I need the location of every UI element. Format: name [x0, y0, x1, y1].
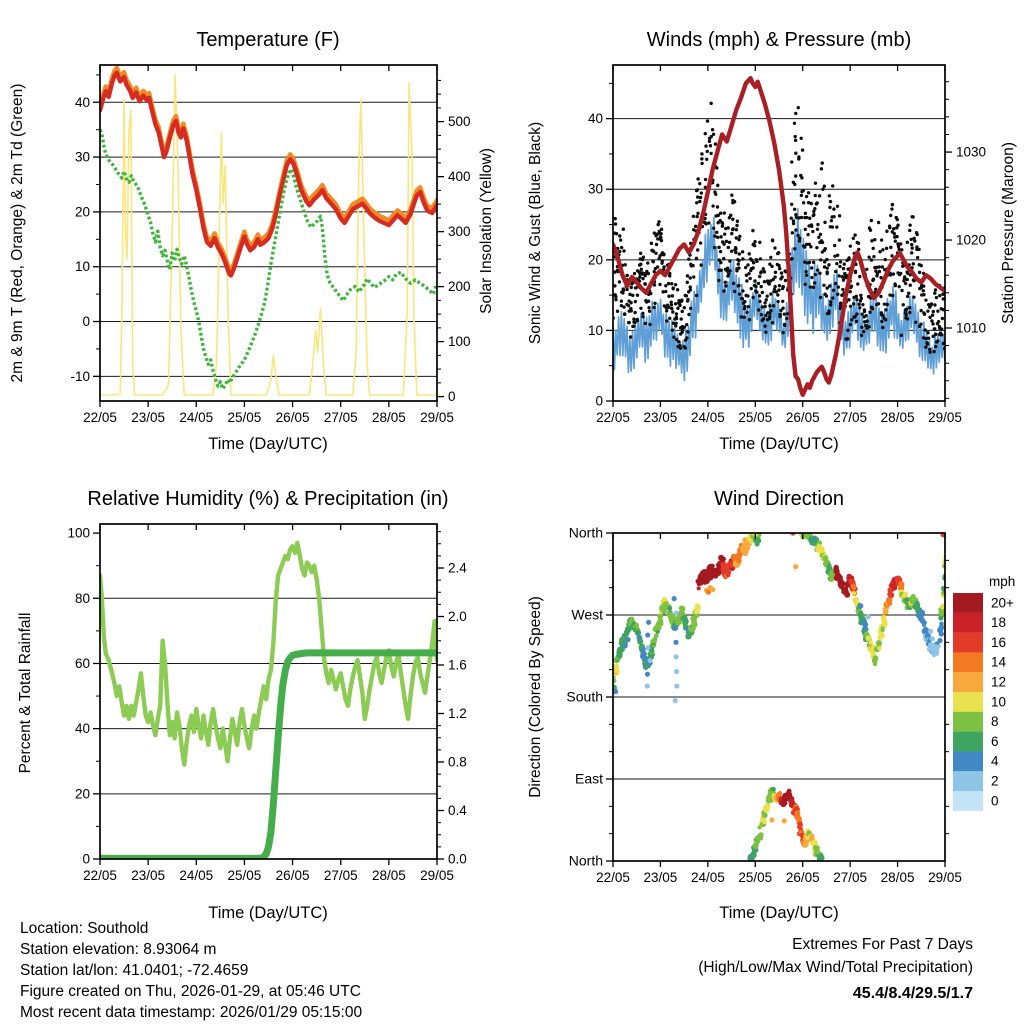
x-tick-label: 29/05: [420, 410, 454, 425]
x-tick-label: 27/05: [323, 410, 358, 425]
x-tick-label: 26/05: [275, 868, 310, 883]
x-tick-label: 24/05: [179, 868, 214, 883]
y2-tick-label: 300: [448, 224, 471, 240]
footer-created: Figure created on Thu, 2026-01-29, at 05:46 UTC: [20, 983, 361, 1000]
colorbar-label: 2: [991, 773, 999, 789]
series-layer: [100, 543, 437, 859]
x-tick-label: 22/05: [596, 410, 630, 425]
extremes-subheading: (High/Low/Max Wind/Total Precipitation): [698, 959, 973, 976]
y2-tick-label: 0.0: [448, 851, 467, 867]
y2-tick-label: 100: [448, 334, 471, 350]
pressure-right-axis-label: Station Pressure (Maroon): [1000, 142, 1017, 324]
series-layer: [612, 78, 947, 395]
temperature-xaxis-label: Time (Day/UTC): [208, 435, 328, 453]
y2-tick-label: 1.2: [448, 706, 467, 722]
colorbar-label: 4: [991, 753, 999, 769]
x-tick-label: 23/05: [131, 410, 166, 425]
colorbar-label: 18: [991, 615, 1007, 631]
x-tick-label: 22/05: [596, 870, 630, 885]
x-tick-label: 27/05: [323, 868, 358, 883]
y-tick-label: 30: [74, 149, 90, 165]
humidity-xaxis-label: Time (Day/UTC): [208, 904, 328, 922]
extremes-values: 45.4/8.4/29.5/1.7: [852, 985, 973, 1002]
wind-direction-chart-title: Wind Direction: [713, 488, 845, 510]
winds-xaxis-label: Time (Day/UTC): [719, 435, 839, 453]
y-tick-label: 10: [587, 322, 603, 338]
x-tick-label: 27/05: [833, 410, 868, 425]
x-tick-label: 23/05: [643, 410, 678, 425]
x-tick-label: 22/05: [83, 868, 117, 883]
y-tick-label: North: [568, 524, 603, 541]
series-layer: [100, 68, 437, 395]
colorbar-label: 0: [991, 793, 999, 809]
y2-tick-label: 200: [448, 279, 471, 295]
y2-tick-label: 1.6: [448, 657, 467, 673]
y-tick-label: 40: [587, 111, 603, 127]
winds-chart-title: Winds (mph) & Pressure (mb): [646, 29, 912, 51]
x-tick-label: 29/05: [928, 410, 962, 425]
x-tick-label: 29/05: [420, 868, 454, 883]
x-tick-label: 25/05: [227, 410, 262, 425]
solar-right-axis-label: Solar Insolation (Yellow): [478, 148, 495, 314]
humidity-left-axis-label: Percent & Total Rainfall: [17, 612, 34, 774]
y-tick-label: West: [571, 606, 603, 623]
y2-tick-label: 0.8: [448, 754, 467, 770]
extremes-heading: Extremes For Past 7 Days: [792, 936, 973, 953]
y-tick-label: 80: [74, 590, 90, 606]
y-tick-label: 20: [74, 204, 90, 220]
y-tick-label: 30: [587, 181, 603, 197]
y-tick-label: 0: [82, 851, 90, 867]
y-tick-label: 20: [587, 252, 603, 268]
colorbar-label: 8: [991, 714, 999, 730]
y2-tick-label: 1030: [956, 144, 987, 160]
y-tick-label: 0: [595, 393, 603, 409]
x-tick-label: 28/05: [371, 868, 406, 883]
y2-tick-label: 2.4: [448, 560, 467, 576]
x-tick-label: 26/05: [275, 410, 310, 425]
x-tick-label: 28/05: [371, 410, 406, 425]
y-tick-label: East: [574, 770, 603, 787]
y2-tick-label: 1020: [956, 232, 987, 248]
y2-tick-label: 2.0: [448, 609, 467, 625]
y-tick-label: 40: [74, 94, 90, 110]
y-tick-label: 100: [67, 525, 90, 541]
y2-tick-label: 0: [448, 389, 456, 405]
x-tick-label: 22/05: [83, 410, 117, 425]
y-tick-label: North: [568, 852, 603, 869]
y-tick-label: 20: [74, 786, 90, 802]
winds-mph-pressure-mb--plot: [588, 65, 986, 425]
colorbar-label: 14: [991, 654, 1007, 670]
wind-direction-xaxis-label: Time (Day/UTC): [719, 904, 839, 922]
speed-colorbar: [953, 593, 1014, 811]
y-tick-label: 60: [74, 655, 90, 671]
wind-direction-plot: [566, 525, 1014, 886]
series-layer: [610, 530, 949, 862]
footer-elevation: Station elevation: 8.93064 m: [20, 941, 217, 958]
x-tick-label: 25/05: [738, 870, 773, 885]
colorbar-label: 10: [991, 694, 1007, 710]
x-tick-label: 27/05: [833, 870, 868, 885]
y-tick-label: -10: [70, 368, 90, 384]
humidity-chart-title: Relative Humidity (%) & Precipitation (in): [87, 488, 449, 510]
y2-tick-label: 500: [448, 114, 471, 130]
x-tick-label: 23/05: [131, 868, 166, 883]
x-tick-label: 24/05: [690, 870, 725, 885]
temperature-f--plot: [70, 65, 470, 425]
colorbar-label: 20+: [991, 595, 1014, 611]
x-tick-label: 28/05: [880, 870, 915, 885]
colorbar-label: 12: [991, 674, 1007, 690]
y-tick-label: 0: [82, 314, 90, 330]
x-tick-label: 26/05: [785, 870, 820, 885]
direction-left-axis-label: Direction (Colored By Speed): [527, 596, 544, 798]
x-tick-label: 23/05: [643, 870, 678, 885]
y-tick-label: 10: [74, 259, 90, 275]
y2-tick-label: 1010: [956, 320, 987, 336]
x-tick-label: 29/05: [928, 870, 962, 885]
colorbar-title: mph: [989, 574, 1016, 589]
footer-latlon: Station lat/lon: 41.0401; -72.4659: [20, 962, 249, 979]
x-tick-label: 25/05: [227, 868, 262, 883]
temperature-left-axis-label: 2m & 9m T (Red, Orange) & 2m Td (Green): [9, 83, 26, 383]
colorbar-label: 6: [991, 733, 999, 749]
x-tick-label: 25/05: [738, 410, 773, 425]
footer-location: Location: Southold: [20, 920, 149, 937]
y2-tick-label: 0.4: [448, 803, 467, 819]
x-tick-label: 24/05: [179, 410, 214, 425]
colorbar-label: 16: [991, 634, 1007, 650]
relative-humidity-precipitation-in--plot: [67, 524, 467, 883]
x-tick-label: 24/05: [690, 410, 725, 425]
temperature-chart-title: Temperature (F): [196, 29, 340, 51]
x-tick-label: 28/05: [880, 410, 915, 425]
y2-tick-label: 400: [448, 169, 471, 185]
x-tick-label: 26/05: [785, 410, 820, 425]
wind-left-axis-label: Sonic Wind & Gust (Blue, Black): [527, 121, 544, 345]
y-tick-label: 40: [74, 721, 90, 737]
y-tick-label: South: [566, 688, 603, 705]
footer-timestamp: Most recent data timestamp: 2026/01/29 05:15:00: [20, 1004, 363, 1021]
